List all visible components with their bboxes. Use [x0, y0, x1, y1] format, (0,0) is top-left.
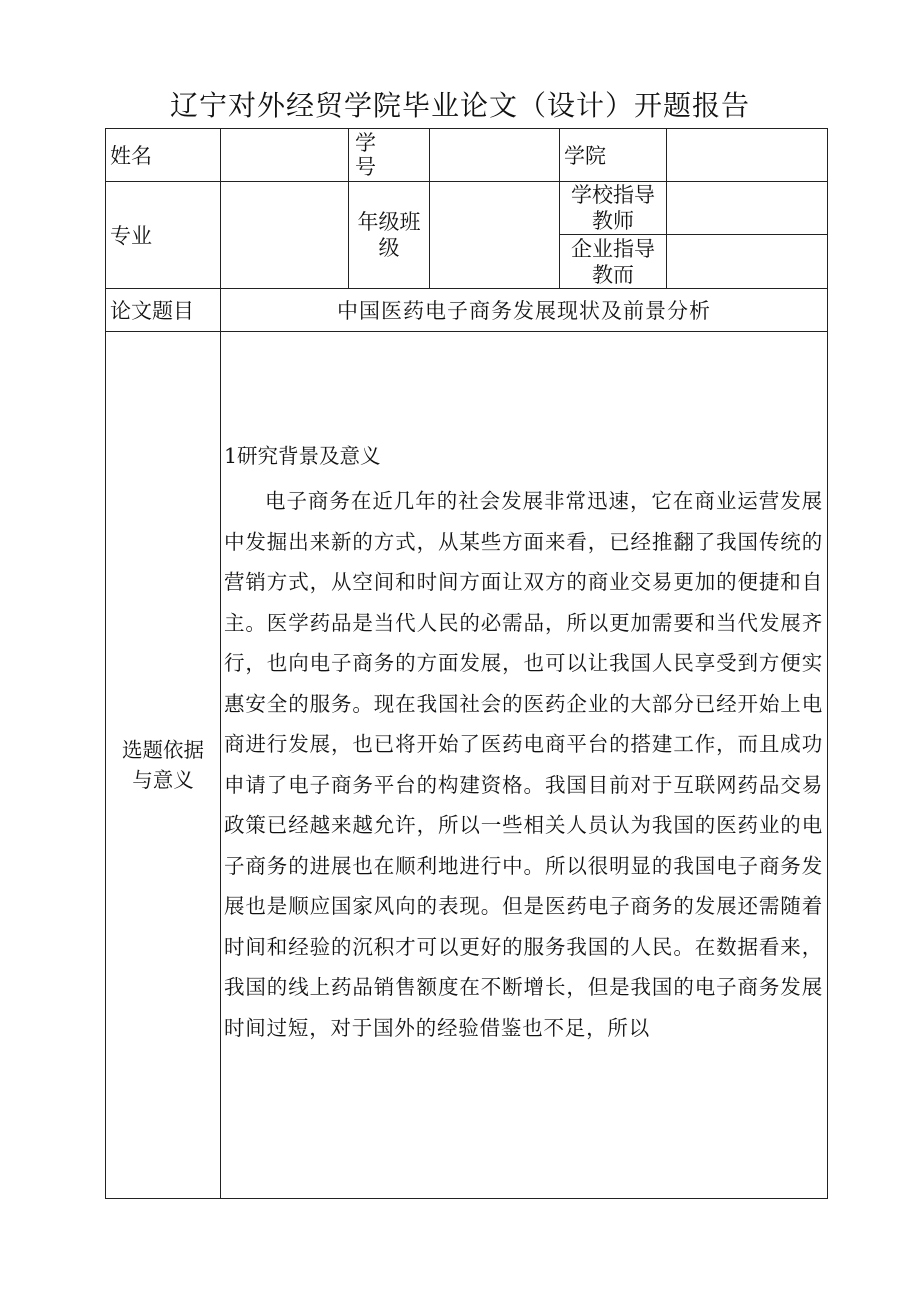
section-heading: 1研究背景及意义 [224, 444, 381, 468]
basis-content-cell [221, 332, 828, 1199]
body-paragraph: 电子商务在近几年的社会发展非常迅速，它在商业运营发展中发掘出来新的方式，从某些方面来看，已经推翻了我国传统的营销方式，从空间和时间方面让双方的商业交易更加的便捷和自主。医学药品是当代人民的必需品，所以更加需要和当代发展齐行，也向电子商务的方面发展，也可以让我国人民享受到方便实惠安全的服务。现在我国社会的医药企业的大部分已经开始上电商进行发展，也已将开始了医药电商平台的搭建工作，而且成功申请了电子商务平台的构建资格。我国目前对于互联网药品交易政策已经越来越允许，所以一些相关人员认为我国的医药业的电子商务的进展也在顺利地进行中。所以很明显的我国电子商务发展也是顺应国家风向的表现。但是医药电子商务的发展还需随着时间和经验的沉积才可以更好的服务我国的人民。在数据看来，我国的线上药品销售额度在不断增长，但是我国的电子商务发展时间过短，对于国外的经验借鉴也不足，所以 [224, 489, 823, 1040]
row-name [106, 129, 828, 182]
grade-class-label [349, 182, 430, 289]
major-value-cell[interactable] [221, 182, 349, 289]
major-label: 专业 [106, 182, 221, 289]
thesis-title-value: 中国医药电子商务发展现状及前景分析 [221, 289, 828, 332]
company-advisor-value-cell[interactable] [667, 235, 828, 289]
school-advisor-label [560, 182, 667, 235]
thesis-title-label: 论文题目 [106, 289, 221, 332]
page-title: 辽宁对外经贸学院毕业论文（设计）开题报告 [169, 89, 750, 122]
row-basis [106, 332, 828, 1199]
college-value-cell[interactable] [667, 129, 828, 182]
name-value-cell[interactable] [221, 129, 349, 182]
row-major [106, 182, 828, 235]
student-id-value-cell[interactable] [430, 129, 560, 182]
company-advisor-label-text: 企业指导教而 [571, 236, 655, 287]
school-advisor-label-text: 学校指导教师 [571, 183, 655, 233]
basis-label: 选题依据与意义 [122, 738, 204, 792]
company-advisor-label [560, 235, 667, 289]
basis-content [221, 332, 827, 1048]
student-id-label-text: 学号 [355, 131, 376, 179]
college-label: 学院 [560, 129, 667, 182]
student-id-label [349, 129, 430, 182]
grade-class-value-cell[interactable] [430, 182, 560, 289]
row-thesis-title [106, 289, 828, 332]
name-label: 姓名 [106, 129, 221, 182]
school-advisor-value-cell[interactable] [667, 182, 828, 235]
proposal-form-table [105, 128, 828, 1199]
basis-label-cell [106, 332, 221, 1199]
grade-class-label-text: 年级班级 [357, 210, 421, 260]
